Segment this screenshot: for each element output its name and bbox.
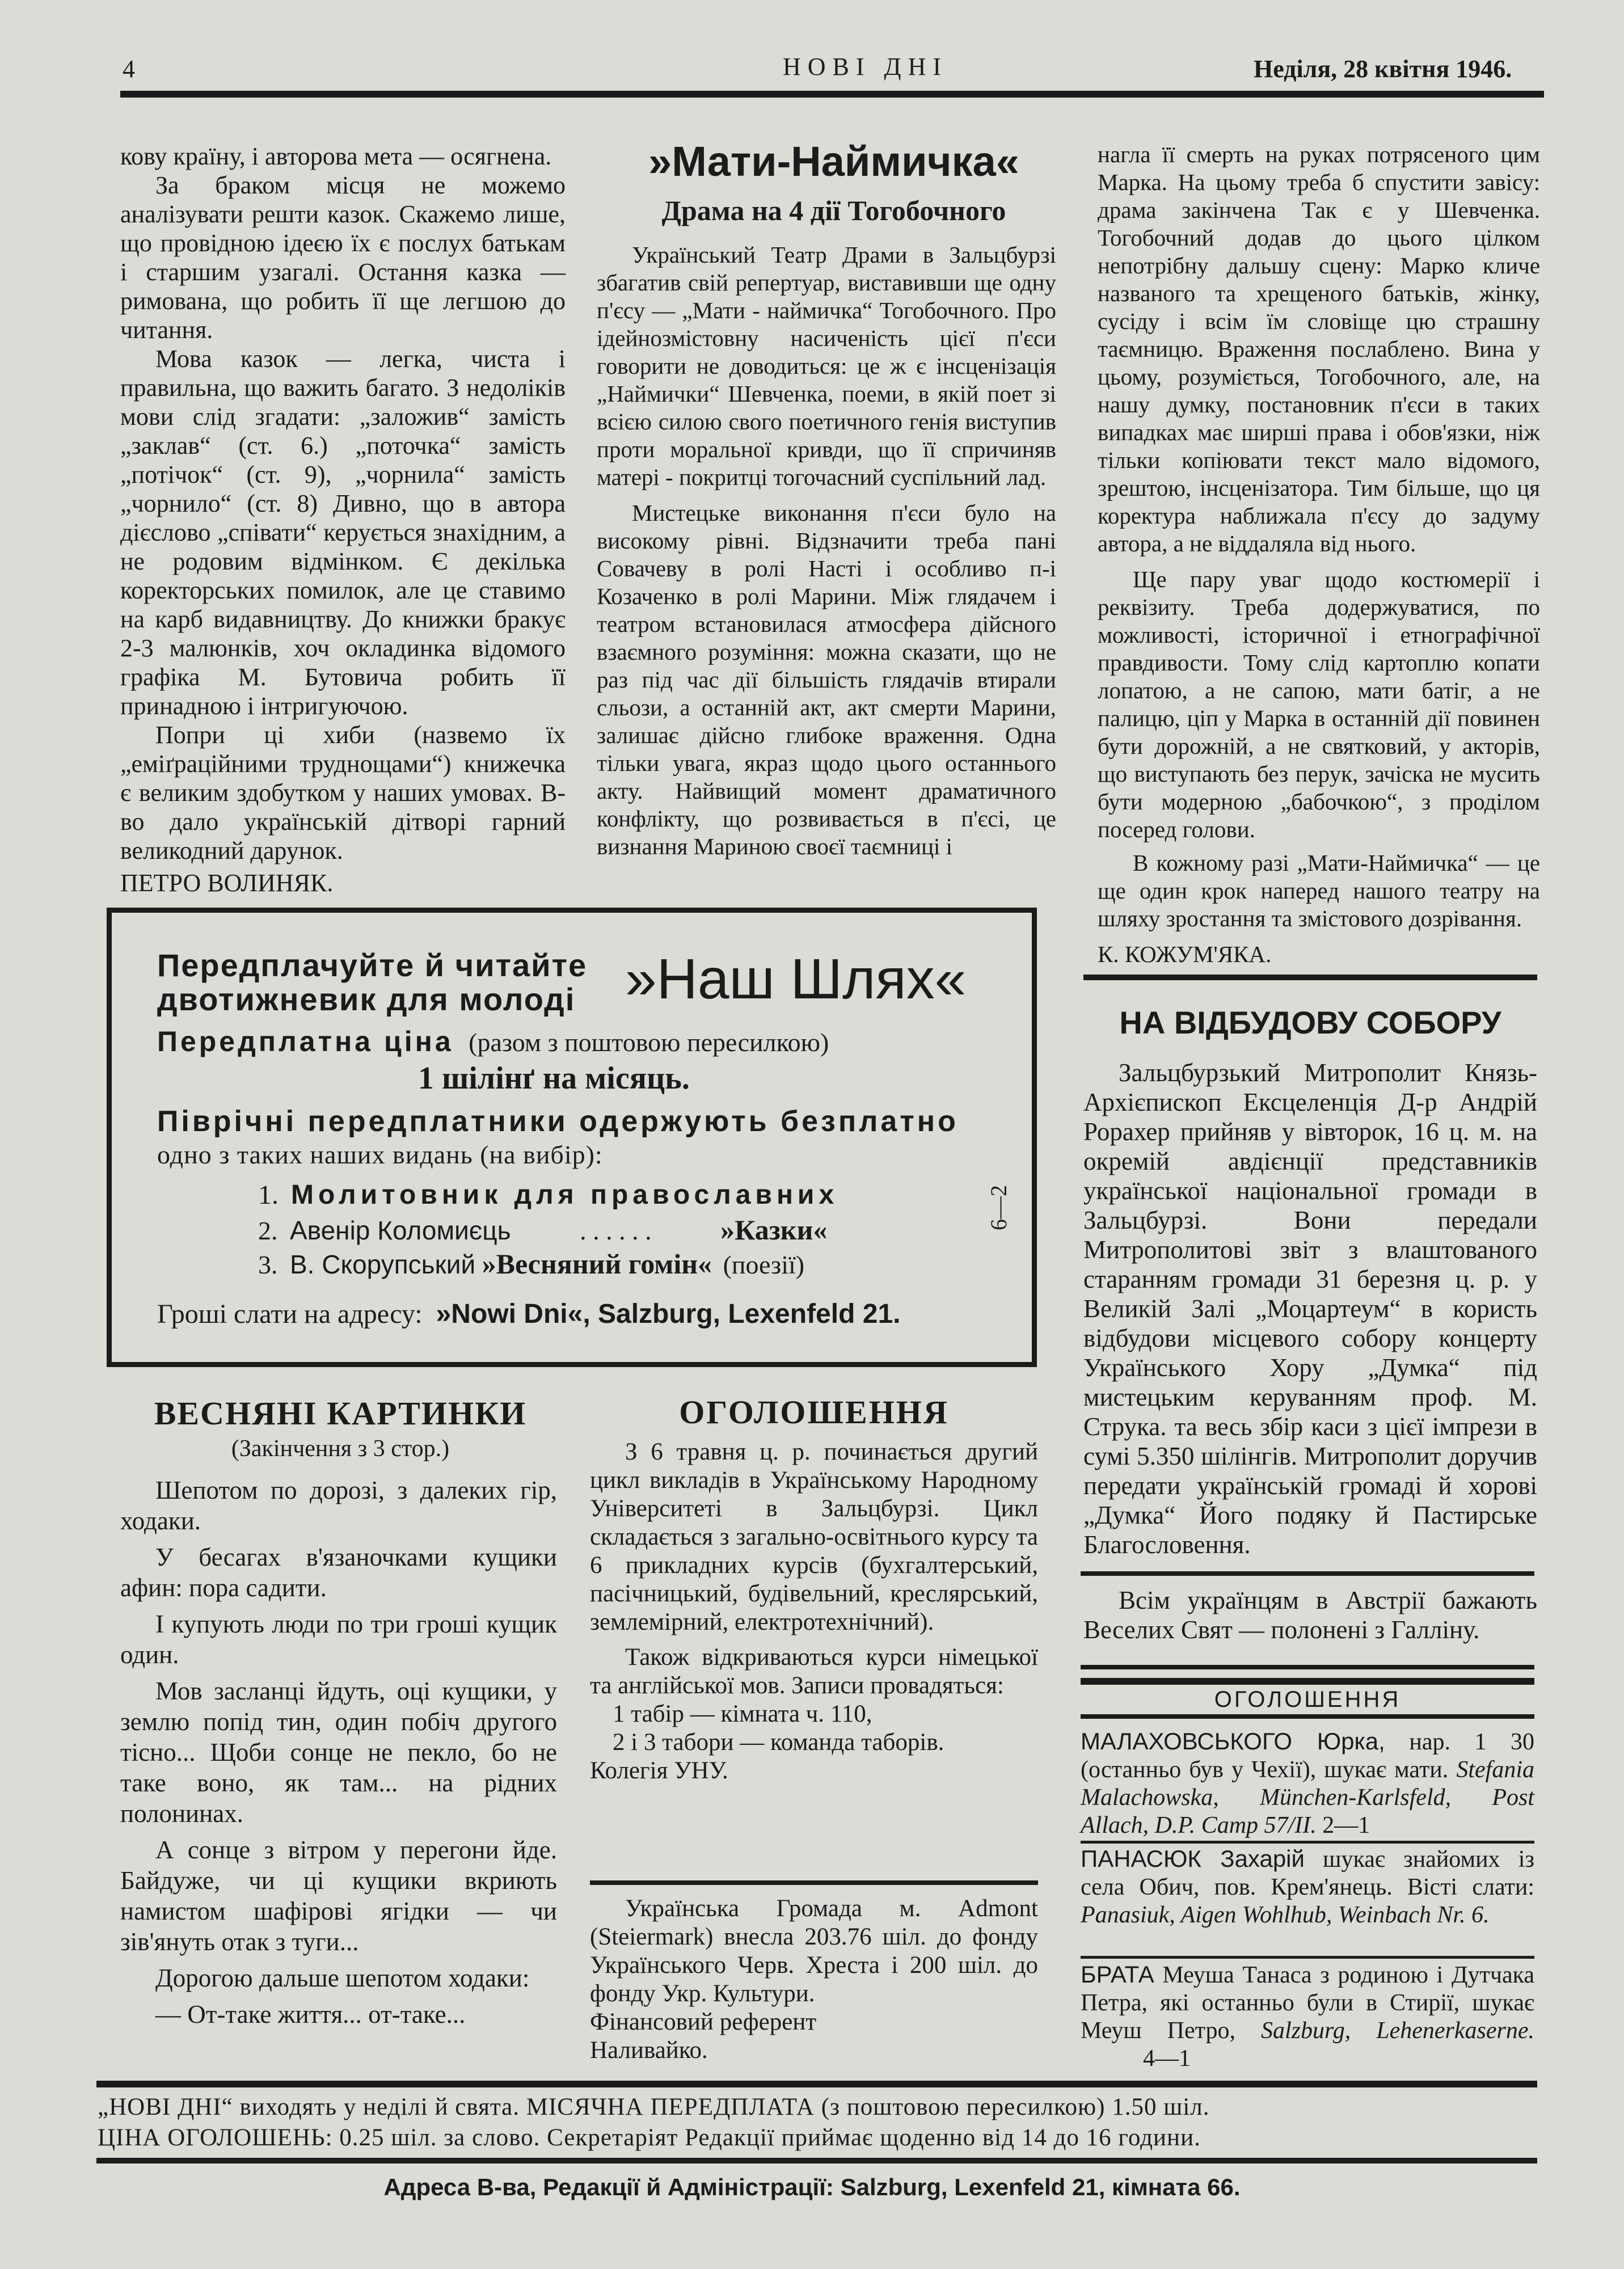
ad-address-line [157, 1298, 900, 1330]
ad-price-note: (разом з поштовою пересилкою) [469, 1028, 829, 1057]
paragraph: — От-таке життя... от-таке... [155, 2000, 466, 2028]
classified-address: Salzburg, Lehenerkaserne. [1261, 2018, 1535, 2044]
paragraph: В кожному разі „Мати-Наймичка“ — це ще один крок наперед нашого театру на шляху зростання та змістового дозрівання. [1098, 850, 1540, 931]
paragraph: нагла її смерть на руках потрясеного цим Марка. На цьому треба б спустити завісу: драма закінчена Так є у Шевченка. Тогобочний додав до цього цілком непотрібну дальшу сцену: Марко кличе названого та хрещеного батьків, жінку, сусіду і всім їм словіще цю страшну таємницю. Враження послаблено. Вина у цьому, розуміється, Тогобочного, але, на нашу думку, постановник п'єси в таких випадках має ширші права і обов'язки, ніж тільки копіювати текст мало відомого, зрештою, інсценізатора. Тим більше, що ця коректура наближала п'єсу до задуму автора, а не віддаляла від нього. [1098, 141, 1540, 556]
item-rule [1081, 1956, 1534, 1959]
ad-price-value: 1 шілінґ на місяць. [418, 1061, 690, 1096]
paragraph: Дорогою дальше шепотом ходаки: [155, 1964, 530, 1992]
ad-line-subscribe: Передплачуйте й читайте [157, 947, 588, 983]
announcement-text [590, 1438, 1038, 1785]
footer-line-2: ЦІНА ОГОЛОШЕНЬ: 0.25 шіл. за слово. Секретаріят Редакції приймає щоденно від 14 до 16 години. [98, 2124, 1201, 2151]
classified-address: Panasiuk, Aigen Wohlhub, Weinbach Nr. 6. [1081, 1902, 1490, 1928]
ad-line-biweekly: двотижневик для молоді [157, 981, 576, 1017]
classified-item-1 [1081, 1727, 1534, 1840]
paragraph: кову країну, і авторова мета — осягнена. [120, 142, 552, 170]
ad-magazine-title: »Наш Шлях« [625, 947, 967, 1011]
paragraph: Мистецьке виконання п'єси було на високому рівні. Відзначити треба пані Совачеву в ролі Насті і особливо п-і Козаченко в ролі Марини. Між глядачем і театром встановилася атмосфера дійсного взаємного розуміння: можна сказати, що не раз під час дії більшість глядачів втирали сльози, а останній акт, акт смерти Марини, залишає дійсно глибоке враження. Одна тільки увага, якраз щодо цього останнього акту. Найвищий момент драматичного конфлікту, що розвивається в п'єсі, це визнання Мариною своєї таємниці і [597, 500, 1056, 859]
announcement-title: ОГОЛОШЕННЯ [679, 1394, 949, 1431]
paragraph: Український Театр Драми в Зальцбурзі збагатив свій репертуар, виставивши ще одну п'єсу — „Мати - наймичка“ Тогобочного. Про ідейнозмістовну насиченість цієї п'єси говорити не доводиться: це ж є інсценізація „Наймички“ Шевченка, поеми, в якій поет зі всією силою свого поетичного генія виступив проти моральної кривди, що її спричиняв матері - покритці тогочасний суспільний лад. [597, 242, 1056, 490]
column-rule [1083, 975, 1537, 980]
classified-code: 4—1 [1143, 2046, 1191, 2072]
ad-price-label: Передплатна ціна [157, 1026, 454, 1057]
announcement-signature: Колегія УНУ. [590, 1757, 728, 1784]
ad-item-1 [258, 1179, 838, 1211]
subscription-ad-box [107, 908, 1037, 1367]
ad-item-number: 3. [258, 1250, 278, 1279]
ad-item-title: Молитовник для православних [291, 1180, 839, 1210]
paragraph: І купують люди по три гроші кущик один. [120, 1610, 557, 1669]
paragraph: Українська Громада м. Admont (Steiermark) внесла 203.76 шіл. до фонду Українського Черв. Хреста і 200 шіл. до фонду Укр. Культури. [590, 1895, 1038, 2007]
ad-item-number: 1. [258, 1180, 279, 1210]
paragraph: Мова казок — легка, чиста і правильна, що важить багато. З недоліків мови слід згадати: „заложив“ замість „заклав“ (ст. 6.) „поточка“ замість „потічок“ (ст. 9), „чорнила“ замість „чорнило“ (ст. 8) Дивно, що в автора дієслово „співати“ керується знахідним, а не родовим відмінком. Є декілька коректорських помилок, але це ставимо на карб видавництву. До книжки бракує 2-3 малюнків, хоч окладинка відомого графіка М. Бутовича робить її принадною і інтригуючою. [120, 345, 566, 720]
paragraph: З 6 травня ц. р. починається другий цикл викладів в Українському Народному Університеті в Зальцбурзі. Цикл складається з загально-освітнього курсу та 6 прикладних курсів (бухгалтерський, пасічницький, будівельний, креслярський, землемірний, електротехнічний). [590, 1439, 1038, 1635]
ad-item-dots: . . . . . . [580, 1216, 652, 1245]
article-subtitle: Драма на 4 дії Тогобочного [661, 195, 1006, 226]
classified-text: шукає знайомих із села Обич, пов. Крем'янець. Вісті слати: [1081, 1846, 1534, 1900]
admont-notice [590, 1895, 1038, 2065]
ad-bonus-line: Піврічні передплатники одержують безплатно [157, 1105, 959, 1138]
section-rule [1081, 1665, 1534, 1669]
paragraph: Також відкриваються курси німецької та англійської мов. Записи провадяться: [590, 1644, 1038, 1699]
ad-item-number: 2. [258, 1216, 278, 1245]
greeting-text [1083, 1585, 1537, 1644]
page-number: 4 [123, 55, 135, 83]
ad-item-3 [258, 1247, 804, 1280]
footer-line-1: „НОВІ ДНІ“ виходять у неділі й свята. МІСЯЧНА ПЕРЕДПЛАТА (з поштовою пересилкою) 1.50 шіл. [98, 2094, 1210, 2120]
footer-top-rule [96, 2081, 1537, 2087]
item-rule [1081, 1841, 1534, 1844]
ad-item-author: В. Скорупський [290, 1250, 476, 1279]
column-review-continuation [120, 142, 566, 897]
paragraph: Мов засланці йдуть, оці кущики, у землю попід тин, один побіч другого тісно... Щоби сонце не пекло, бо не таке воно, як там... на рідних полонинах. [120, 1677, 557, 1828]
spring-note: (Закінчення з 3 стор.) [231, 1436, 450, 1462]
footer-address: Адреса В-ва, Редакції й Адміністрації: Salzburg, Lexenfeld 21, кімната 66. [383, 2174, 1241, 2200]
ad-item-title: »Казки« [720, 1214, 828, 1246]
paragraph: Шепотом по дорозі, з далеких гір, ходаки. [120, 1476, 557, 1535]
announcement-line: 2 і 3 табори — команда таборів. [613, 1729, 944, 1756]
classified-address: Stefania Malachowska, München-Karlsfeld, Post Allach, D.P. Camp 57/II. [1081, 1757, 1534, 1838]
ad-address-label: Гроші слати на адресу: [157, 1299, 423, 1329]
cathedral-text [1083, 1058, 1537, 1559]
paragraph: Ще пару уваг щодо костюмерії і реквізиту. Треба додержуватися, по можливості, історичної і етнографічної правдивости. Тому слід картоплю копати лопатою, а не сапою, мати батіг, а не палицю, ціп у Марка в останній дії повинен бути дорожній, а не святковий, у акторів, що виступають без перук, зачіска не мусить бути модерною „бабочкою“, з проділом посеред голови. [1098, 566, 1540, 842]
ad-address: »Nowi Dni«, Salzburg, Lexenfeld 21. [436, 1299, 901, 1329]
classifieds-title: ОГОЛОШЕННЯ [1214, 1687, 1401, 1712]
ad-code: 6—2 [986, 1185, 1011, 1230]
newspaper-name: НОВІ ДНІ [783, 53, 948, 81]
article-title: »Мати-Наймичка« [648, 138, 1019, 185]
classified-code: 2—1 [1322, 1812, 1370, 1838]
column-theatre-review [597, 241, 1056, 861]
paragraph: Всім українцям в Австрії бажають Веселих Свят — полонені з Галліну. [1083, 1586, 1537, 1644]
cathedral-title: НА ВІДБУДОВУ СОБОРУ [1119, 1005, 1501, 1040]
paragraph: За браком місця не можемо аналізувати решти казок. Скажемо лише, що провідною ідеєю їх є послух батькам і старшим узагалі. Остання казка — римована, що робить її ще легшою до читання. [120, 171, 566, 344]
spring-title: ВЕСНЯНІ КАРТИНКИ [154, 1395, 527, 1432]
author-signature: К. КОЖУМ'ЯКА. [1098, 941, 1272, 967]
admont-signature-role: Фінансовий референт [590, 2009, 817, 2035]
classified-text: Меуша Танаса з родиною і Дутчака Петра, які останньо були в Стирії, шукає Меуш Петро, [1081, 1962, 1534, 2044]
spring-text [120, 1475, 557, 2030]
classified-item-3 [1081, 1960, 1534, 2073]
classified-lead: МАЛАХОВСЬКОГО Юрка, [1081, 1728, 1385, 1755]
header-rule [120, 91, 1544, 98]
admont-signature-name: Наливайко. [590, 2037, 708, 2064]
issue-date: Неділя, 28 квітня 1946. [1254, 55, 1512, 83]
paragraph: Зальцбурзький Митрополит Князь-Архієпископ Ексцеленція Д-р Андрій Рорахер прийняв у вівторок, 16 ц. м. на окремій авдієнції представників української національної громади в Зальцбурзі. Вони передали Митрополитові звіт з влаштованого старанням громади 31 березня ц. р. у Великій Залі „Моцартеум“ в користь відбудови місцевого собору концерту Українського Хору „Думка“ під мистецьким керуванням проф. М. Струка. та весь збір каси з цієї імпрези в сумі 5.350 шілінгів. Митрополит доручив передати українській громаді й хорові „Думка“ Його подяку й Пастирське Благословення. [1083, 1058, 1537, 1559]
author-signature: ПЕТРО ВОЛИНЯК. [120, 869, 334, 897]
ad-item-note: (поезії) [723, 1250, 805, 1279]
section-rule [590, 1880, 1038, 1885]
ad-bonus-sub: одно з таких наших видань (на вибір): [157, 1140, 603, 1169]
ad-item-title: »Весняний гомін« [482, 1248, 712, 1280]
ad-price-line [157, 1025, 829, 1058]
ad-item-author: Авенір Коломиєць [290, 1216, 511, 1245]
column-theatre-review-continuation [1098, 141, 1540, 968]
announcement-line: 1 табір — кімната ч. 110, [613, 1701, 872, 1727]
classified-item-2 [1081, 1845, 1534, 1929]
section-rule [1081, 1571, 1534, 1576]
footer-bottom-rule [96, 2158, 1537, 2163]
classifieds-header [1081, 1678, 1534, 1719]
classified-lead: БРАТА [1081, 1961, 1154, 1988]
classified-text: нар. 1 30 (останньо був у Чехії), шукає мати. [1081, 1729, 1534, 1783]
ad-item-2 [258, 1213, 827, 1246]
paragraph: Попри ці хиби (назвемо їх „еміґраційними труднощами“) книжечка є великим здобутком у наших умовах. В-во дало українській дітворі гарний великодний дарунок. [120, 721, 566, 864]
paragraph: У бесагах в'язаночками кущики афин: пора садити. [120, 1543, 557, 1602]
paragraph: А сонце з вітром у перегони йде. Байдуже, чи ці кущики вкриють намистом шафірові ягідки — чи зів'януть отак з туги... [120, 1836, 557, 1956]
classified-lead: ПАНАСЮК Захарій [1081, 1845, 1305, 1872]
